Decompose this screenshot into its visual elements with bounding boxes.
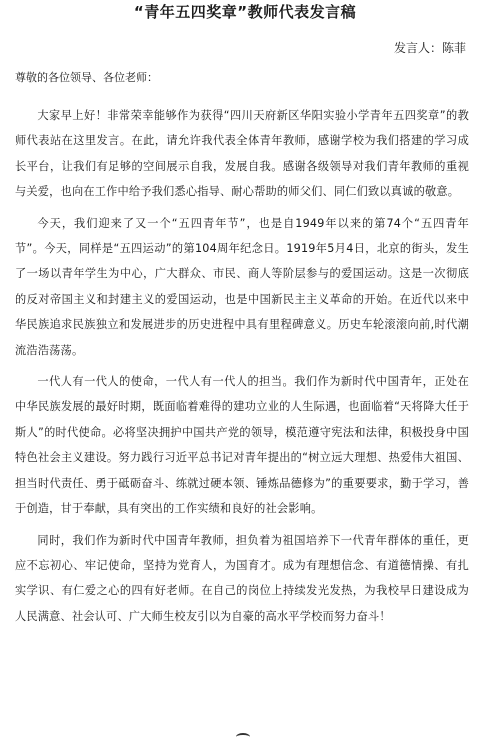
- paragraph: 今天，我们迎来了又一个“五四青年节”，也是自1949年以来的第74个“五四青年节”。今天，同样是“五四运动”的第104周年纪念日。1919年5月4日，北京的街头，发生了一场以青年学生为中心，广大群众、市民、商人等阶层参与的爱国运动。这是一次彻底的反对帝国主义和封建主义的爱国运动，也是中国新民主主义革命的开始。在近代以来中华民族追求民族独立和发展进步的历史进程中具有里程碑意义。历史车轮滚滚向前,时代潮流浩浩荡荡。: [15, 216, 469, 357]
- document-title: “青年五四奖章”教师代表发言稿: [133, 3, 357, 21]
- page-edge-mark: [236, 733, 250, 741]
- paragraph: 同时，我们作为新时代中国青年教师，担负着为祖国培养下一代青年群体的重任，更应不忘初心、牢记使命，坚持为党育人，为国育才。成为有理想信念、有道德情操、有扎实学识、有仁爱之心的四有好老师。在自己的岗位上持续发光发热，为我校早日建设成为人民满意、社会认可、广大师生校友引以为自豪的高水平学校而努力奋斗！: [15, 533, 469, 623]
- paragraph: 一代人有一代人的使命，一代人有一代人的担当。我们作为新时代中国青年，正处在中华民族发展的最好时期，既面临着难得的建功立业的人生际遇，也面临着“天将降大任于斯人”的时代使命。必将坚决拥护中国共产党的领导，模范遵守宪法和法律，积极投身中国特色社会主义建设。努力践行习近平总书记对青年提出的“树立远大理想、热爱伟大祖国、担当时代责任、勇于砥砺奋斗、练就过硬本领、锤炼品德修为”的重要要求，勤于学习，善于创造，甘于奉献，具有突出的工作实绩和良好的社会影响。: [15, 375, 469, 516]
- paragraph: 大家早上好！非常荣幸能够作为获得“四川天府新区华阳实验小学青年五四奖章”的教师代表站在这里发言。在此，请允许我代表全体青年教师，感谢学校为我们搭建的学习成长平台，让我们有足够的空间展示自我，发展自我。感谢各级领导对我们青年教师的重视与关爱，也向在工作中给予我们悉心指导、耐心帮助的师父们、同仁们致以真诚的敬意。: [15, 109, 469, 199]
- salutation: 尊敬的各位领导、各位老师：: [15, 71, 158, 84]
- speaker-line: 发言人：陈菲: [393, 41, 466, 55]
- speech-body: [15, 103, 469, 629]
